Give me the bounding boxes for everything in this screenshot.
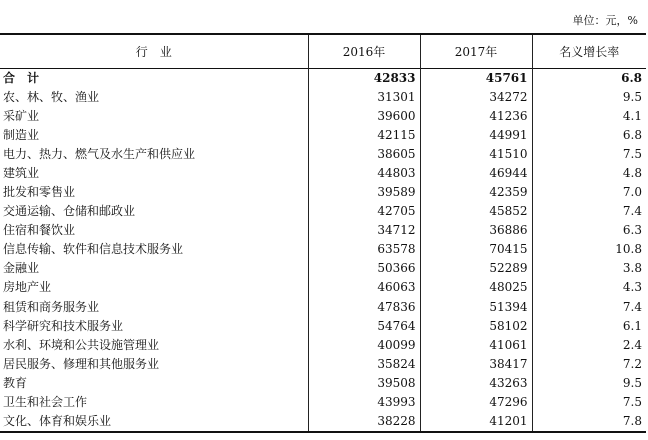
header-2016: 2016年 — [308, 34, 420, 68]
cell-industry: 电力、热力、燃气及水生产和供应业 — [3, 146, 196, 161]
cell-growth: 4.1 — [532, 107, 646, 126]
cell-growth: 7.2 — [532, 355, 646, 374]
cell-2016: 39508 — [308, 374, 420, 393]
cell-growth: 2.4 — [532, 336, 646, 355]
cell-2017: 58102 — [420, 317, 532, 336]
cell-2017: 52289 — [420, 259, 532, 278]
cell-2017: 48025 — [420, 278, 532, 297]
header-2017: 2017年 — [420, 34, 532, 68]
table-row — [0, 393, 646, 412]
table-row — [0, 298, 646, 317]
cell-2016: 54764 — [308, 317, 420, 336]
cell-2016: 47836 — [308, 298, 420, 317]
table-header — [0, 34, 646, 68]
cell-growth: 4.3 — [532, 278, 646, 297]
cell-2017: 41510 — [420, 145, 532, 164]
table-row — [0, 355, 646, 374]
table-row — [0, 164, 646, 183]
table-row — [0, 221, 646, 240]
cell-growth: 6.8 — [532, 68, 646, 88]
cell-industry: 卫生和社会工作 — [3, 395, 88, 410]
cell-industry: 批发和零售业 — [3, 185, 76, 200]
cell-growth: 9.5 — [532, 374, 646, 393]
cell-industry: 采矿业 — [3, 108, 40, 123]
cell-2016: 31301 — [308, 88, 420, 107]
table-row — [0, 259, 646, 278]
cell-2016: 42833 — [308, 68, 420, 88]
table-row — [0, 145, 646, 164]
wage-table — [0, 33, 646, 433]
cell-industry: 建筑业 — [3, 165, 40, 180]
cell-growth: 7.4 — [532, 298, 646, 317]
cell-2016: 43993 — [308, 393, 420, 412]
cell-2016: 39589 — [308, 183, 420, 202]
cell-industry: 住宿和餐饮业 — [3, 223, 76, 238]
cell-growth: 7.8 — [532, 412, 646, 432]
cell-2016: 40099 — [308, 336, 420, 355]
cell-industry: 金融业 — [3, 261, 40, 276]
table-row — [0, 278, 646, 297]
cell-growth: 4.8 — [532, 164, 646, 183]
cell-2017: 41236 — [420, 107, 532, 126]
cell-growth: 6.3 — [532, 221, 646, 240]
cell-growth: 6.8 — [532, 126, 646, 145]
cell-industry: 租赁和商务服务业 — [3, 299, 100, 314]
table-row — [0, 126, 646, 145]
table-row — [0, 412, 646, 432]
cell-2017: 38417 — [420, 355, 532, 374]
cell-2017: 34272 — [420, 88, 532, 107]
cell-2017: 44991 — [420, 126, 532, 145]
table-row — [0, 374, 646, 393]
cell-industry: 合 计 — [3, 70, 40, 85]
cell-2017: 41061 — [420, 336, 532, 355]
table-row — [0, 336, 646, 355]
cell-2016: 63578 — [308, 240, 420, 259]
cell-2017: 51394 — [420, 298, 532, 317]
header-growth: 名义增长率 — [532, 34, 646, 68]
cell-industry: 制造业 — [3, 127, 40, 142]
table-row-total — [0, 68, 646, 88]
cell-growth: 7.4 — [532, 202, 646, 221]
unit-label: 单位：元，% — [572, 14, 638, 27]
cell-industry: 信息传输、软件和信息技术服务业 — [3, 242, 184, 257]
table-row — [0, 183, 646, 202]
table-body — [0, 68, 646, 432]
cell-2017: 36886 — [420, 221, 532, 240]
cell-growth: 3.8 — [532, 259, 646, 278]
cell-2017: 43263 — [420, 374, 532, 393]
cell-2016: 38228 — [308, 412, 420, 432]
table-row — [0, 107, 646, 126]
cell-2016: 42705 — [308, 202, 420, 221]
cell-growth: 6.1 — [532, 317, 646, 336]
cell-2017: 46944 — [420, 164, 532, 183]
cell-2016: 34712 — [308, 221, 420, 240]
cell-2016: 44803 — [308, 164, 420, 183]
cell-industry: 水利、环境和公共设施管理业 — [3, 337, 160, 352]
cell-2016: 38605 — [308, 145, 420, 164]
cell-2017: 70415 — [420, 240, 532, 259]
table-row — [0, 317, 646, 336]
cell-2017: 45852 — [420, 202, 532, 221]
cell-industry: 教育 — [3, 375, 28, 390]
cell-2016: 46063 — [308, 278, 420, 297]
cell-growth: 7.5 — [532, 393, 646, 412]
cell-2017: 45761 — [420, 68, 532, 88]
cell-industry: 科学研究和技术服务业 — [3, 318, 124, 333]
cell-growth: 7.0 — [532, 183, 646, 202]
table-row — [0, 202, 646, 221]
cell-2016: 35824 — [308, 355, 420, 374]
table-row — [0, 88, 646, 107]
cell-industry: 交通运输、仓储和邮政业 — [3, 204, 136, 219]
cell-2016: 50366 — [308, 259, 420, 278]
cell-industry: 房地产业 — [3, 280, 52, 295]
cell-2016: 39600 — [308, 107, 420, 126]
cell-growth: 10.8 — [532, 240, 646, 259]
cell-industry: 居民服务、修理和其他服务业 — [3, 356, 160, 371]
cell-2017: 41201 — [420, 412, 532, 432]
cell-2016: 42115 — [308, 126, 420, 145]
table-row — [0, 240, 646, 259]
cell-2017: 47296 — [420, 393, 532, 412]
cell-industry: 文化、体育和娱乐业 — [3, 414, 112, 429]
header-industry: 行 业 — [135, 44, 172, 59]
cell-growth: 9.5 — [532, 88, 646, 107]
cell-growth: 7.5 — [532, 145, 646, 164]
cell-industry: 农、林、牧、渔业 — [3, 89, 100, 104]
cell-2017: 42359 — [420, 183, 532, 202]
